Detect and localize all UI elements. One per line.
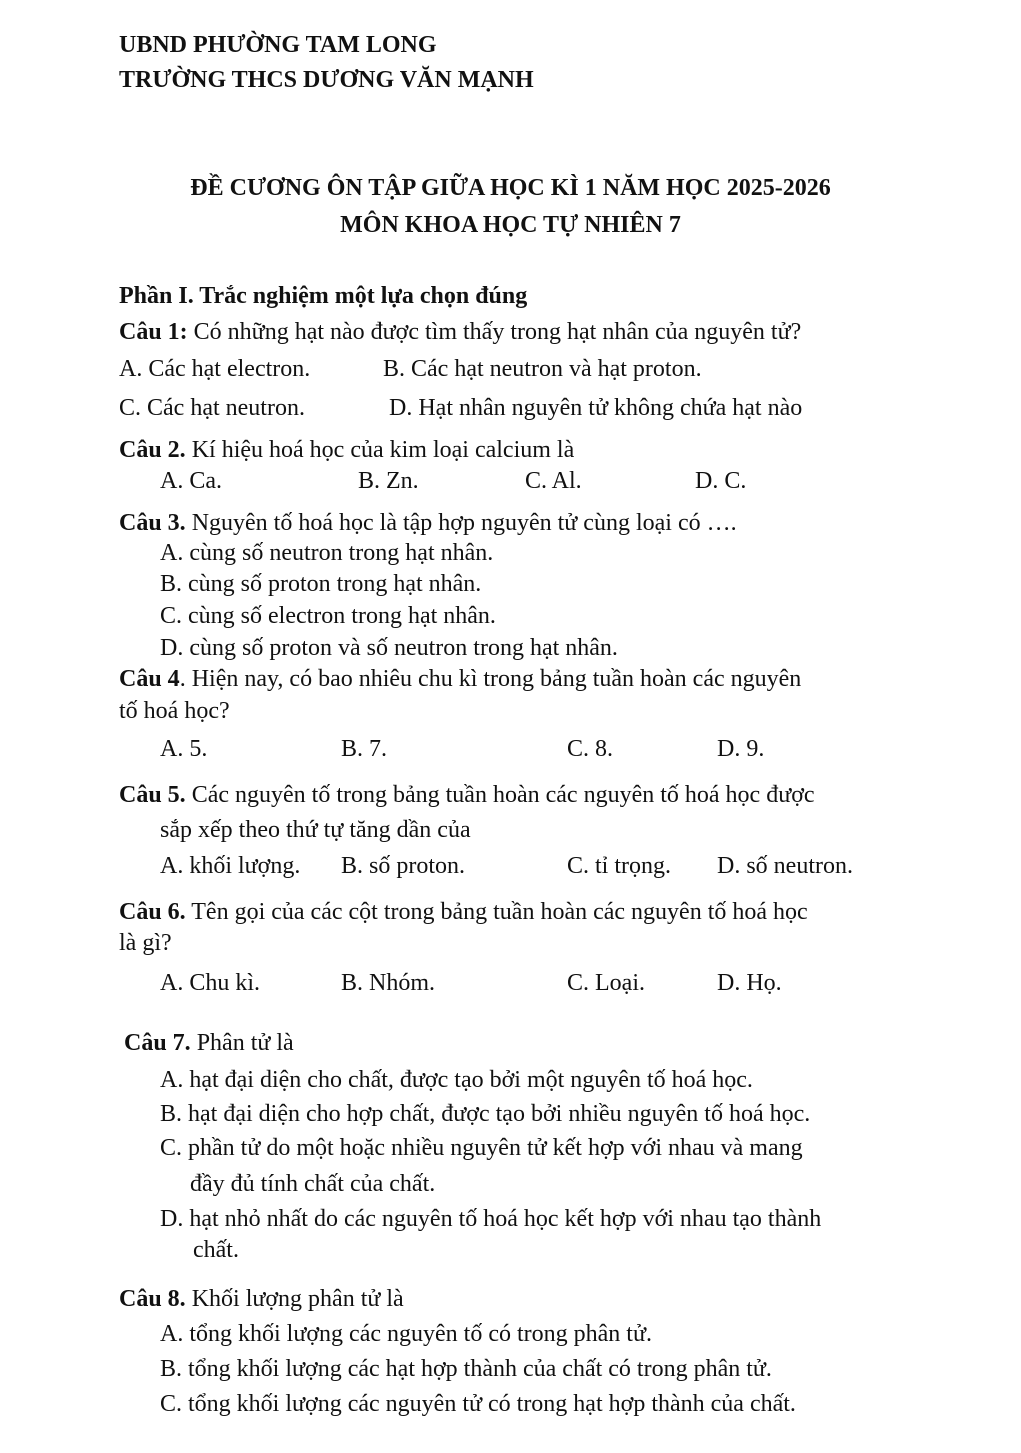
option-6b: B. Nhóm. bbox=[341, 970, 436, 996]
question-text: Các nguyên tố trong bảng tuần hoàn các nguyên tố hoá học được bbox=[185, 782, 815, 808]
header-ward: UBND PHƯỜNG TAM LONG bbox=[119, 32, 437, 58]
question-number: Câu 6. bbox=[119, 899, 186, 925]
option-4b: B. 7. bbox=[341, 736, 388, 762]
option-6c: C. Loại. bbox=[567, 970, 645, 996]
question-1 bbox=[119, 317, 801, 348]
option-1a: A. Các hạt electron. bbox=[119, 356, 311, 382]
question-text: Có những hạt nào được tìm thấy trong hạt nhân của nguyên tử? bbox=[187, 319, 802, 345]
document-title: ĐỀ CƯƠNG ÔN TẬP GIỮA HỌC KÌ 1 NĂM HỌC 2025-2026 bbox=[190, 175, 831, 201]
question-6-continued: là gì? bbox=[119, 930, 172, 956]
option-5d: D. số neutron. bbox=[717, 853, 853, 879]
option-6d: D. Họ. bbox=[717, 970, 782, 996]
document-subtitle: MÔN KHOA HỌC TỰ NHIÊN 7 bbox=[340, 212, 681, 238]
option-3a: A. cùng số neutron trong hạt nhân. bbox=[160, 540, 494, 566]
option-3b: B. cùng số proton trong hạt nhân. bbox=[160, 571, 482, 597]
question-3 bbox=[119, 508, 737, 539]
question-text: Tên gọi của các cột trong bảng tuần hoàn các nguyên tố hoá học bbox=[185, 899, 808, 925]
option-5c: C. tỉ trọng. bbox=[567, 853, 672, 879]
question-7 bbox=[124, 1028, 294, 1059]
option-5a: A. khối lượng. bbox=[160, 853, 301, 879]
question-8 bbox=[119, 1284, 404, 1315]
option-2d: D. C. bbox=[695, 468, 747, 494]
option-7b: B. hạt đại diện cho hợp chất, được tạo bởi nhiều nguyên tố hoá học. bbox=[160, 1101, 811, 1127]
option-7d: D. hạt nhỏ nhất do các nguyên tố hoá học kết hợp với nhau tạo thành bbox=[160, 1206, 822, 1232]
option-2a: A. Ca. bbox=[160, 468, 222, 494]
header-school: TRƯỜNG THCS DƯƠNG VĂN MẠNH bbox=[119, 67, 534, 93]
option-1b: B. Các hạt neutron và hạt proton. bbox=[383, 356, 702, 382]
option-2c: C. Al. bbox=[525, 468, 582, 494]
question-text: Nguyên tố hoá học là tập hợp nguyên tử cùng loại có …. bbox=[185, 510, 737, 536]
option-8c: C. tổng khối lượng các nguyên tử có trong hạt hợp thành của chất. bbox=[160, 1391, 796, 1417]
option-4d: D. 9. bbox=[717, 736, 765, 762]
question-number: Câu 3. bbox=[119, 510, 186, 536]
question-4-continued: tố hoá học? bbox=[119, 698, 230, 724]
question-number: Câu 1: bbox=[119, 319, 188, 345]
option-3c: C. cùng số electron trong hạt nhân. bbox=[160, 603, 496, 629]
option-8a: A. tổng khối lượng các nguyên tố có trong phân tử. bbox=[160, 1321, 652, 1347]
question-4 bbox=[119, 664, 801, 695]
option-7c-continued: đầy đủ tính chất của chất. bbox=[190, 1171, 436, 1197]
question-5-continued: sắp xếp theo thứ tự tăng dần của bbox=[160, 817, 471, 843]
question-text: Kí hiệu hoá học của kim loại calcium là bbox=[185, 437, 575, 463]
option-7c: C. phần tử do một hoặc nhiều nguyên tử kết hợp với nhau và mang bbox=[160, 1135, 803, 1161]
option-1d: D. Hạt nhân nguyên tử không chứa hạt nào bbox=[389, 395, 803, 421]
option-5b: B. số proton. bbox=[341, 853, 466, 879]
question-number: Câu 4 bbox=[119, 666, 180, 692]
question-6 bbox=[119, 897, 808, 928]
question-text: Khối lượng phân tử là bbox=[185, 1286, 404, 1312]
question-number: Câu 5. bbox=[119, 782, 186, 808]
option-4a: A. 5. bbox=[160, 736, 208, 762]
question-text: Phân tử là bbox=[190, 1030, 294, 1056]
question-5 bbox=[119, 780, 815, 811]
section-heading: Phần I. Trắc nghiệm một lựa chọn đúng bbox=[119, 283, 528, 309]
option-2b: B. Zn. bbox=[358, 468, 419, 494]
question-number: Câu 2. bbox=[119, 437, 186, 463]
question-number: Câu 8. bbox=[119, 1286, 186, 1312]
option-7a: A. hạt đại diện cho chất, được tạo bởi một nguyên tố hoá học. bbox=[160, 1067, 753, 1093]
option-1c: C. Các hạt neutron. bbox=[119, 395, 305, 421]
question-number: Câu 7. bbox=[124, 1030, 191, 1056]
option-6a: A. Chu kì. bbox=[160, 970, 261, 996]
option-8b: B. tổng khối lượng các hạt hợp thành của chất có trong phân tử. bbox=[160, 1356, 772, 1382]
option-7d-continued: chất. bbox=[193, 1237, 239, 1263]
question-text: . Hiện nay, có bao nhiêu chu kì trong bảng tuần hoàn các nguyên bbox=[179, 666, 802, 692]
option-4c: C. 8. bbox=[567, 736, 614, 762]
question-2 bbox=[119, 435, 574, 466]
option-3d: D. cùng số proton và số neutron trong hạt nhân. bbox=[160, 635, 618, 661]
